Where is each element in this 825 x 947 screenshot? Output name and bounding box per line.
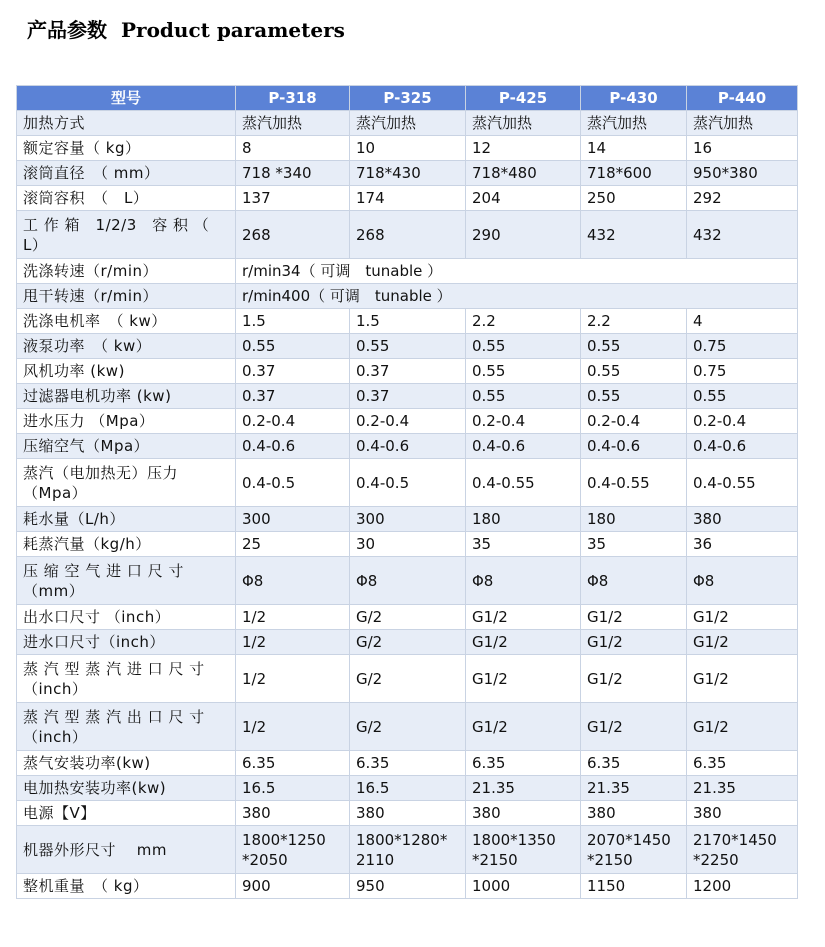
row-value: 174 <box>350 186 466 211</box>
row-value: 292 <box>687 186 798 211</box>
row-value: 8 <box>236 136 350 161</box>
row-value: G1/2 <box>466 703 581 751</box>
row-value: 0.37 <box>350 359 466 384</box>
row-value: G1/2 <box>687 605 798 630</box>
row-value: 36 <box>687 532 798 557</box>
row-value: Φ8 <box>687 557 798 605</box>
row-label: 机器外形尺寸 mm <box>17 826 236 874</box>
row-value: 0.55 <box>687 384 798 409</box>
row-value: 290 <box>466 211 581 259</box>
table-row <box>17 136 798 161</box>
row-value: 0.4-0.55 <box>687 459 798 507</box>
row-label: 蒸汽（电加热无）压力（Mpa） <box>17 459 236 507</box>
table-row <box>17 161 798 186</box>
row-value: 蒸汽加热 <box>687 111 798 136</box>
table-row <box>17 801 798 826</box>
row-value: 900 <box>236 874 350 899</box>
row-value: 21.35 <box>466 776 581 801</box>
row-label: 额定容量（ kg） <box>17 136 236 161</box>
row-value: 35 <box>581 532 687 557</box>
row-value: 蒸汽加热 <box>350 111 466 136</box>
row-value: 蒸汽加热 <box>236 111 350 136</box>
row-value: Φ8 <box>350 557 466 605</box>
row-value: G1/2 <box>581 605 687 630</box>
row-value: 0.55 <box>581 334 687 359</box>
row-value: 1.5 <box>236 309 350 334</box>
row-value: 1/2 <box>236 605 350 630</box>
row-value: G/2 <box>350 630 466 655</box>
row-label: 压缩空气（Mpa） <box>17 434 236 459</box>
row-label: 电源【V】 <box>17 801 236 826</box>
row-value: 0.4-0.55 <box>581 459 687 507</box>
row-value: 380 <box>687 801 798 826</box>
row-value: 6.35 <box>581 751 687 776</box>
row-value: 4 <box>687 309 798 334</box>
row-value: G1/2 <box>466 605 581 630</box>
table-row <box>17 284 798 309</box>
table-row <box>17 459 798 507</box>
row-value: 1200 <box>687 874 798 899</box>
row-value: 0.4-0.6 <box>687 434 798 459</box>
row-value: 0.75 <box>687 359 798 384</box>
row-value: 16.5 <box>350 776 466 801</box>
title-cn: 产品参数 <box>27 18 107 42</box>
row-value: 2070*1450 *2150 <box>581 826 687 874</box>
row-value: 950 <box>350 874 466 899</box>
table-row <box>17 776 798 801</box>
row-value: 0.37 <box>350 384 466 409</box>
row-value: G1/2 <box>581 655 687 703</box>
row-value: 蒸汽加热 <box>466 111 581 136</box>
row-value: 0.2-0.4 <box>687 409 798 434</box>
row-value: 300 <box>236 507 350 532</box>
header-model: P-440 <box>687 86 798 111</box>
row-value: 0.2-0.4 <box>581 409 687 434</box>
row-label: 蒸 汽 型 蒸 汽 出 口 尺 寸（inch） <box>17 703 236 751</box>
row-value: G/2 <box>350 605 466 630</box>
row-label: 耗蒸汽量（kg/h） <box>17 532 236 557</box>
row-value: 6.35 <box>687 751 798 776</box>
row-label: 出水口尺寸 （inch） <box>17 605 236 630</box>
row-label: 过滤器电机功率 (kw) <box>17 384 236 409</box>
header-model: P-318 <box>236 86 350 111</box>
row-label: 耗水量（L/h） <box>17 507 236 532</box>
row-value: 0.2-0.4 <box>466 409 581 434</box>
row-value: 1/2 <box>236 655 350 703</box>
table-row <box>17 703 798 751</box>
product-parameters-table <box>16 85 798 899</box>
row-label: 加热方式 <box>17 111 236 136</box>
row-value: 1800*1280* 2110 <box>350 826 466 874</box>
row-value: 1.5 <box>350 309 466 334</box>
table-row <box>17 186 798 211</box>
row-label: 电加热安装功率(kw) <box>17 776 236 801</box>
row-value: 380 <box>466 801 581 826</box>
row-value: G1/2 <box>687 655 798 703</box>
row-value: G1/2 <box>466 630 581 655</box>
row-value: 0.2-0.4 <box>236 409 350 434</box>
table-row <box>17 334 798 359</box>
row-label: 蒸气安装功率(kw) <box>17 751 236 776</box>
row-value: 21.35 <box>687 776 798 801</box>
row-value: 250 <box>581 186 687 211</box>
title-en: Product parameters <box>121 18 345 42</box>
header-model-label: 型号 <box>17 86 236 111</box>
row-value: 204 <box>466 186 581 211</box>
row-value: 0.4-0.5 <box>236 459 350 507</box>
row-value: 16.5 <box>236 776 350 801</box>
row-value: 2170*1450 *2250 <box>687 826 798 874</box>
row-value-span: r/min34（ 可调 tunable ） <box>236 259 798 284</box>
row-label: 甩干转速（r/min） <box>17 284 236 309</box>
row-value: 10 <box>350 136 466 161</box>
table-row <box>17 211 798 259</box>
row-value: 0.4-0.6 <box>466 434 581 459</box>
row-value: G1/2 <box>687 630 798 655</box>
table-row <box>17 384 798 409</box>
row-label: 洗涤转速（r/min） <box>17 259 236 284</box>
table-header-row <box>17 86 798 111</box>
row-value: 0.55 <box>581 359 687 384</box>
row-value: 6.35 <box>466 751 581 776</box>
row-value: G1/2 <box>581 703 687 751</box>
row-label: 整机重量 （ kg） <box>17 874 236 899</box>
row-value: 2.2 <box>466 309 581 334</box>
row-value: Φ8 <box>236 557 350 605</box>
table-row <box>17 630 798 655</box>
row-value: G1/2 <box>687 703 798 751</box>
row-value: 380 <box>350 801 466 826</box>
row-value: 268 <box>236 211 350 259</box>
table-row <box>17 309 798 334</box>
table-row <box>17 111 798 136</box>
row-value: 0.4-0.5 <box>350 459 466 507</box>
row-value: 14 <box>581 136 687 161</box>
row-value: 300 <box>350 507 466 532</box>
row-value: 0.4-0.6 <box>350 434 466 459</box>
row-value: Φ8 <box>581 557 687 605</box>
row-value: 30 <box>350 532 466 557</box>
row-label: 压 缩 空 气 进 口 尺 寸（mm） <box>17 557 236 605</box>
row-value: 6.35 <box>350 751 466 776</box>
row-value: 268 <box>350 211 466 259</box>
row-value: 0.55 <box>581 384 687 409</box>
row-value: 718*430 <box>350 161 466 186</box>
row-value: 0.4-0.6 <box>581 434 687 459</box>
table-row <box>17 751 798 776</box>
row-value: G1/2 <box>466 655 581 703</box>
row-label: 液泵功率 （ kw） <box>17 334 236 359</box>
row-value: 21.35 <box>581 776 687 801</box>
row-value: G/2 <box>350 655 466 703</box>
row-value: 380 <box>236 801 350 826</box>
table-row <box>17 507 798 532</box>
row-value: 0.55 <box>236 334 350 359</box>
row-value: 1800*1350 *2150 <box>466 826 581 874</box>
row-value: 0.37 <box>236 384 350 409</box>
row-label: 进水压力 （Mpa） <box>17 409 236 434</box>
row-value: 718*600 <box>581 161 687 186</box>
row-value: 1150 <box>581 874 687 899</box>
row-value: 180 <box>581 507 687 532</box>
row-value: 2.2 <box>581 309 687 334</box>
row-value: 35 <box>466 532 581 557</box>
header-model: P-430 <box>581 86 687 111</box>
page-title <box>27 14 345 43</box>
row-value-span: r/min400（ 可调 tunable ） <box>236 284 798 309</box>
table-row <box>17 259 798 284</box>
table-row <box>17 826 798 874</box>
row-value: 12 <box>466 136 581 161</box>
row-value: 0.4-0.6 <box>236 434 350 459</box>
row-value: 25 <box>236 532 350 557</box>
row-value: 180 <box>466 507 581 532</box>
row-value: 6.35 <box>236 751 350 776</box>
row-value: 137 <box>236 186 350 211</box>
table-row <box>17 655 798 703</box>
row-value: 16 <box>687 136 798 161</box>
row-value: 380 <box>687 507 798 532</box>
header-model: P-325 <box>350 86 466 111</box>
row-value: 0.55 <box>466 359 581 384</box>
table-row <box>17 557 798 605</box>
row-label: 工 作 箱 1/2/3 容 积 （ L） <box>17 211 236 259</box>
row-value: 0.55 <box>466 334 581 359</box>
row-value: 0.55 <box>466 384 581 409</box>
row-value: 1/2 <box>236 703 350 751</box>
row-label: 滚筒容积 （ L） <box>17 186 236 211</box>
table-row <box>17 434 798 459</box>
row-value: 0.37 <box>236 359 350 384</box>
row-value: 0.75 <box>687 334 798 359</box>
row-value: 718 *340 <box>236 161 350 186</box>
header-model: P-425 <box>466 86 581 111</box>
row-value: 蒸汽加热 <box>581 111 687 136</box>
row-label: 进水口尺寸（inch） <box>17 630 236 655</box>
row-value: 432 <box>581 211 687 259</box>
row-value: Φ8 <box>466 557 581 605</box>
table-row <box>17 359 798 384</box>
table-row <box>17 409 798 434</box>
row-value: 0.4-0.55 <box>466 459 581 507</box>
row-value: 950*380 <box>687 161 798 186</box>
table-row <box>17 874 798 899</box>
row-label: 洗涤电机率 （ kw） <box>17 309 236 334</box>
row-value: 1800*1250 *2050 <box>236 826 350 874</box>
row-value: G/2 <box>350 703 466 751</box>
row-value: 380 <box>581 801 687 826</box>
table-row <box>17 532 798 557</box>
table-row <box>17 605 798 630</box>
table-body <box>17 111 798 899</box>
row-value: 0.2-0.4 <box>350 409 466 434</box>
row-label: 滚筒直径 （ mm） <box>17 161 236 186</box>
row-value: 718*480 <box>466 161 581 186</box>
row-value: 0.55 <box>350 334 466 359</box>
row-value: G1/2 <box>581 630 687 655</box>
row-value: 432 <box>687 211 798 259</box>
row-label: 蒸 汽 型 蒸 汽 进 口 尺 寸（inch） <box>17 655 236 703</box>
row-label: 风机功率 (kw) <box>17 359 236 384</box>
row-value: 1000 <box>466 874 581 899</box>
row-value: 1/2 <box>236 630 350 655</box>
